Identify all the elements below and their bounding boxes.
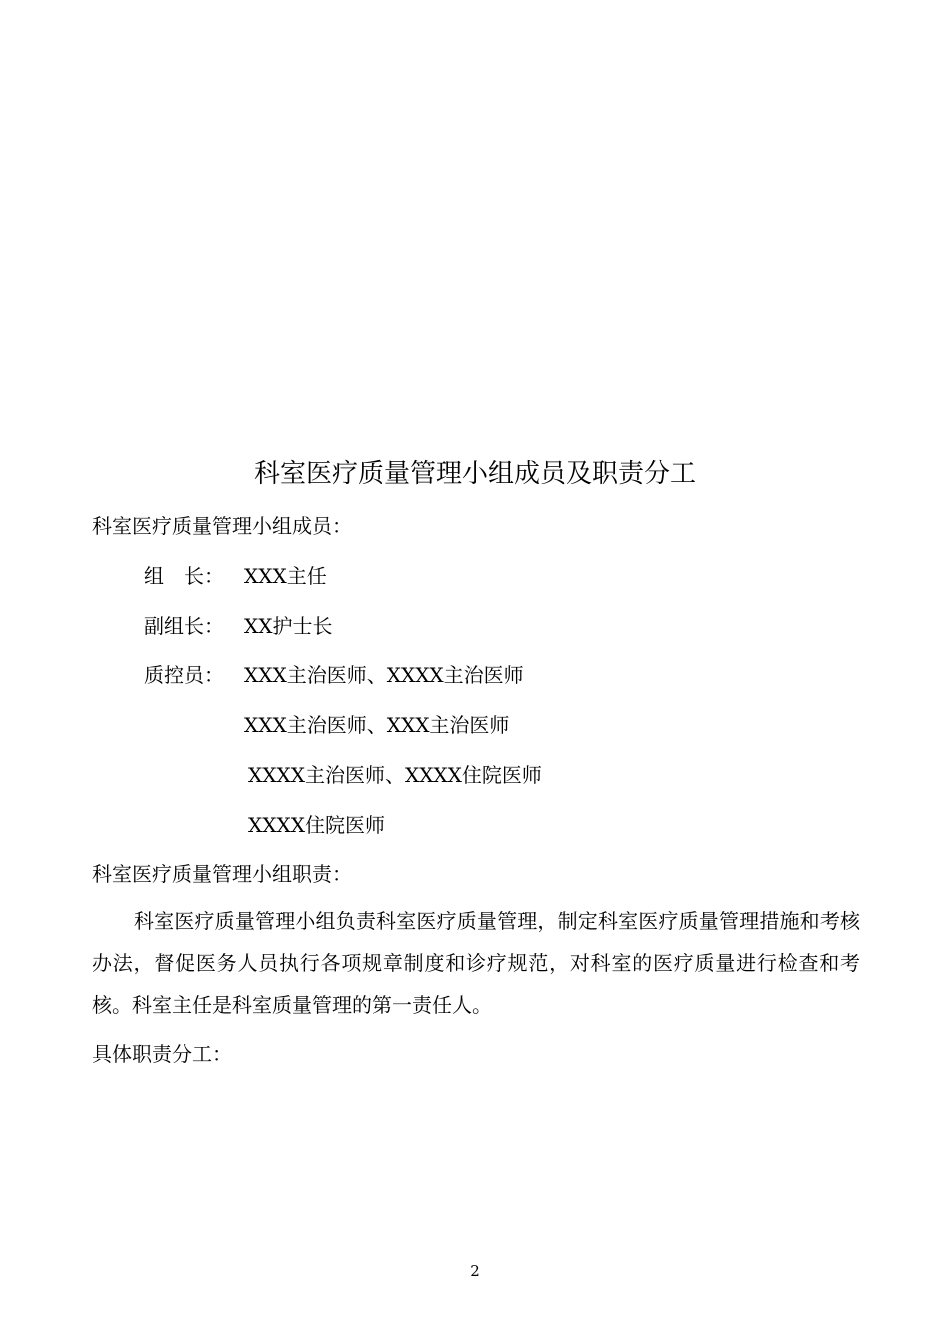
member-names-deputy: XX护士长 [244,614,333,638]
member-role-leader: 组 长： [144,564,224,588]
member-role-qc: 质控员： [144,663,224,687]
member-names-leader: XXX主任 [244,564,327,588]
duties-paragraph: 科室医疗质量管理小组负责科室医疗质量管理，制定科室医疗质量管理措施和考核办法，督促医务人员执行各项规章制度和诊疗规范，对科室的医疗质量进行检查和考核。科室主任是科室质量管理的第一责任人。 [92,909,860,1017]
duties-heading: 科室医疗质量管理小组职责： [92,862,352,886]
page-number: 2 [470,1262,480,1280]
member-role-deputy: 副组长： [144,614,224,638]
qc-continuation-line: XXXX主治医师、XXXX住院医师 [248,763,542,787]
document-title: 科室医疗质量管理小组成员及职责分工 [253,459,696,489]
qc-continuation-line: XXXX住院医师 [248,813,385,837]
members-heading: 科室医疗质量管理小组成员： [92,514,352,538]
qc-continuation-line: XXX主治医师、XXX主治医师 [244,713,510,737]
member-names-qc: XXX主治医师、XXXX主治医师 [244,663,524,687]
division-heading: 具体职责分工： [92,1042,232,1066]
